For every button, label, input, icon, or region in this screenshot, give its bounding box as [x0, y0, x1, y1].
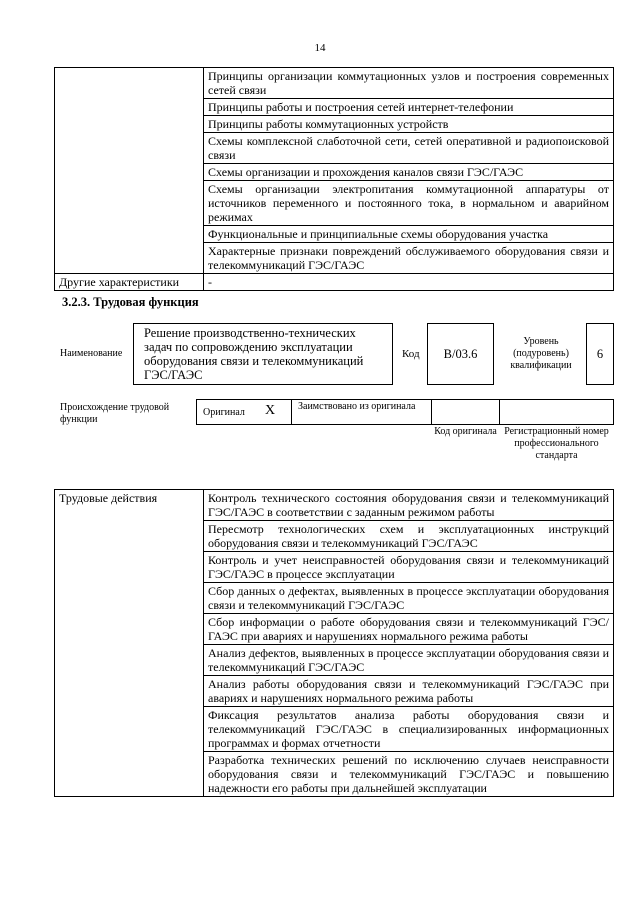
- labor-action: Контроль технического состояния оборудования связи и телекоммуникаций ГЭС/ГАЭС в соответствии с заданным режимом работы: [204, 490, 614, 521]
- function-code: B/03.6: [427, 323, 494, 385]
- labor-action: Сбор данных о дефектах, выявленных в процессе эксплуатации оборудования связи и телекоммуникаций ГЭС/ГАЭС: [204, 583, 614, 614]
- table-cell: Характерные признаки повреждений обслуживаемого оборудования связи и телекоммуникаций ГЭС/ГАЭС: [204, 243, 614, 274]
- labor-actions-label: Трудовые действия: [55, 490, 204, 797]
- original-mark: X: [265, 403, 276, 418]
- table-cell-left: [55, 68, 204, 274]
- page-number: 14: [314, 42, 326, 54]
- code-caption: Код оригинала: [434, 426, 497, 437]
- name-label: Наименование: [60, 348, 123, 359]
- section-title: 3.2.3. Трудовая функция: [62, 295, 199, 309]
- other-characteristics-value: -: [204, 274, 614, 291]
- level-label: Уровень (подуровень) квалификации: [510, 336, 572, 371]
- continued-table: [54, 67, 614, 291]
- original-label: Оригинал: [203, 407, 245, 418]
- level-value: 6: [586, 323, 614, 385]
- other-characteristics-label: Другие характеристики: [55, 274, 204, 291]
- table-cell: Схемы организации и прохождения каналов связи ГЭС/ГАЭС: [204, 164, 614, 181]
- table-cell: Принципы организации коммутационных узлов и построения современных сетей связи: [204, 68, 614, 99]
- function-name: Решение производственно-технических задач по сопровождению эксплуатации оборудования связи и телекоммуникаций ГЭС/ГАЭС: [133, 323, 393, 385]
- reg-caption: Регистрационный номер профессионального стандарта: [504, 426, 609, 461]
- borrowed-cell: [291, 399, 432, 425]
- table-cell: Схемы организации электропитания коммутационной аппаратуры от источников переменного и постоянного тока, в нормальном и аварийном режимах: [204, 181, 614, 226]
- labor-action: Анализ работы оборудования связи и телекоммуникаций ГЭС/ГАЭС при авариях и нарушениях нормального режима работы: [204, 676, 614, 707]
- reg-number-cell: [499, 399, 614, 425]
- original-cell: [196, 399, 292, 425]
- origin-code-cell: [431, 399, 500, 425]
- table-cell: Схемы комплексной слаботочной сети, сетей оперативной и радиопоисковой связи: [204, 133, 614, 164]
- labor-action: Анализ дефектов, выявленных в процессе эксплуатации оборудования связи и телекоммуникаций ГЭС/ГАЭС: [204, 645, 614, 676]
- labor-action: Пересмотр технологических схем и эксплуатационных инструкций оборудования связи и телекоммуникаций ГЭС/ГАЭС: [204, 521, 614, 552]
- origin-label: Происхождение трудовой функции: [60, 402, 170, 425]
- table-cell: Принципы работы и построения сетей интернет-телефонии: [204, 99, 614, 116]
- table-cell: Принципы работы коммутационных устройств: [204, 116, 614, 133]
- labor-action: Сбор информации о работе оборудования связи и телекоммуникаций ГЭС/ГАЭС при авариях и нарушениях нормального режима работы: [204, 614, 614, 645]
- labor-action: Контроль и учет неисправностей оборудования связи и телекоммуникаций ГЭС/ГАЭС в процессе эксплуатации: [204, 552, 614, 583]
- labor-actions-table: [54, 489, 614, 797]
- labor-action: Разработка технических решений по исключению случаев неисправности оборудования связи и телекоммуникаций ГЭС/ГАЭС и повышению надежности его работы при дальнейшей эксплуатации: [204, 752, 614, 797]
- labor-action: Фиксация результатов анализа работы оборудования связи и телекоммуникаций ГЭС/ГАЭС в специализированных информационных программах и формах отчетности: [204, 707, 614, 752]
- table-cell: Функциональные и принципиальные схемы оборудования участка: [204, 226, 614, 243]
- code-label: Код: [402, 348, 420, 360]
- borrowed-label: Заимствовано из оригинала: [298, 401, 416, 412]
